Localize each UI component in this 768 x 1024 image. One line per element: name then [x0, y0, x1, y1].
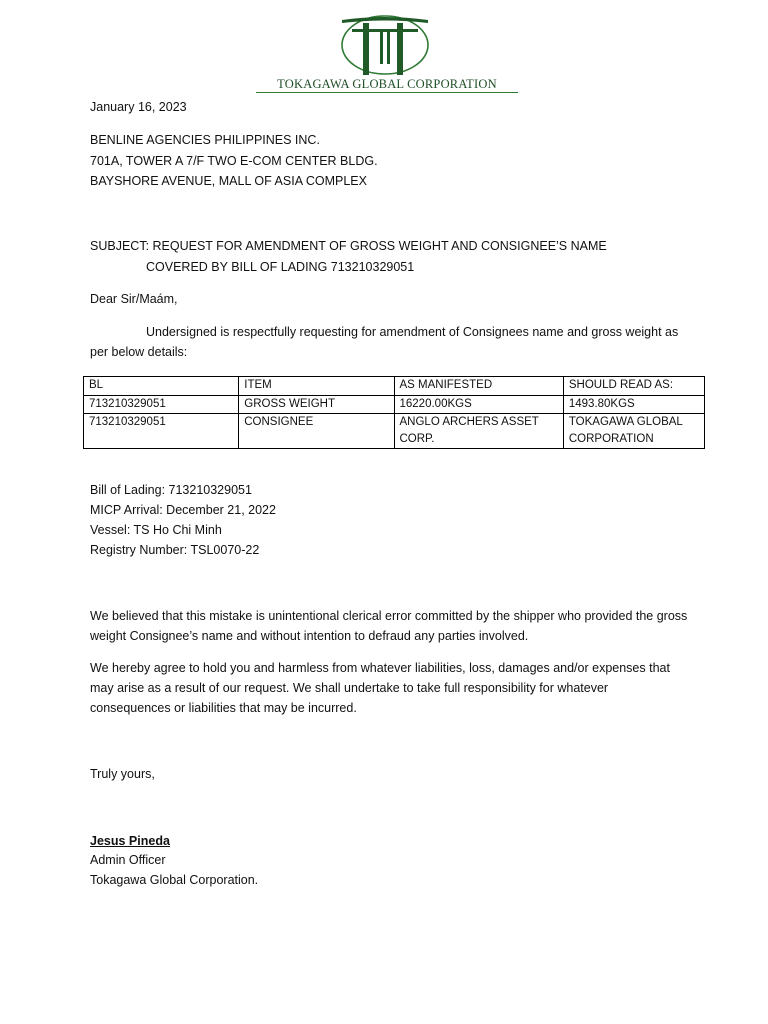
closing: Truly yours, [90, 767, 155, 781]
torii-gate-logo-icon [334, 12, 436, 78]
table-row [84, 414, 705, 449]
table-cell: 16220.00KGS [394, 396, 563, 414]
signatory-title: Admin Officer [90, 853, 166, 867]
table-cell: 1493.80KGS [563, 396, 704, 414]
table-cell: CONSIGNEE [239, 414, 394, 449]
table-header-row [84, 377, 705, 396]
subject-line: SUBJECT: REQUEST FOR AMENDMENT OF GROSS WEIGHT AND CONSIGNEE’S NAME [90, 239, 607, 253]
signatory-company: Tokagawa Global Corporation. [90, 873, 259, 887]
table-cell: 713210329051 [84, 396, 239, 414]
table-cell: GROSS WEIGHT [239, 396, 394, 414]
letterhead-divider [256, 92, 518, 93]
intro-paragraph [90, 322, 692, 362]
table-cell: ANGLO ARCHERS ASSET CORP. [394, 414, 563, 449]
explanation-paragraph: We believed that this mistake is unintentional clerical error committed by the shipper who provided the gross weight Consignee’s name and without intention to defraud any parties involved. [90, 609, 688, 643]
recipient-address-line: 701A, TOWER A 7/F TWO E-COM CENTER BLDG. [90, 154, 378, 168]
intro-text: Undersigned is respectfully requesting for amendment of Consignees name and gross weight as per below details: [90, 325, 679, 359]
letter-date: January 16, 2023 [90, 100, 187, 114]
salutation: Dear Sir/Maám, [90, 292, 178, 306]
column-header-bl: BL [84, 377, 239, 396]
table-cell: TOKAGAWA GLOBAL CORPORATION [563, 414, 704, 449]
table-row [84, 396, 705, 414]
company-name-header: TOKAGAWA GLOBAL CORPORATION [277, 77, 497, 91]
micp-arrival-line: MICP Arrival: December 21, 2022 [90, 503, 276, 517]
subject-line-continued: COVERED BY BILL OF LADING 713210329051 [146, 260, 415, 274]
recipient-address-line: BAYSHORE AVENUE, MALL OF ASIA COMPLEX [90, 174, 367, 188]
amendment-details-table [83, 376, 705, 449]
column-header-should-read-as: SHOULD READ AS: [563, 377, 704, 396]
column-header-item: ITEM [239, 377, 394, 396]
indemnity-paragraph: We hereby agree to hold you and harmless from whatever liabilities, loss, damages and/or expenses that may arise as a result of our request. We shall undertake to take full responsibility for whatever consequences or liabilities that may be incurred. [90, 661, 670, 715]
recipient-name: BENLINE AGENCIES PHILIPPINES INC. [90, 133, 320, 147]
signatory-name: Jesus Pineda [90, 834, 170, 848]
bill-of-lading-line: Bill of Lading: 713210329051 [90, 483, 252, 497]
table-cell: 713210329051 [84, 414, 239, 449]
registry-number-line: Registry Number: TSL0070-22 [90, 543, 260, 557]
vessel-line: Vessel: TS Ho Chi Minh [90, 523, 222, 537]
column-header-as-manifested: AS MANIFESTED [394, 377, 563, 396]
